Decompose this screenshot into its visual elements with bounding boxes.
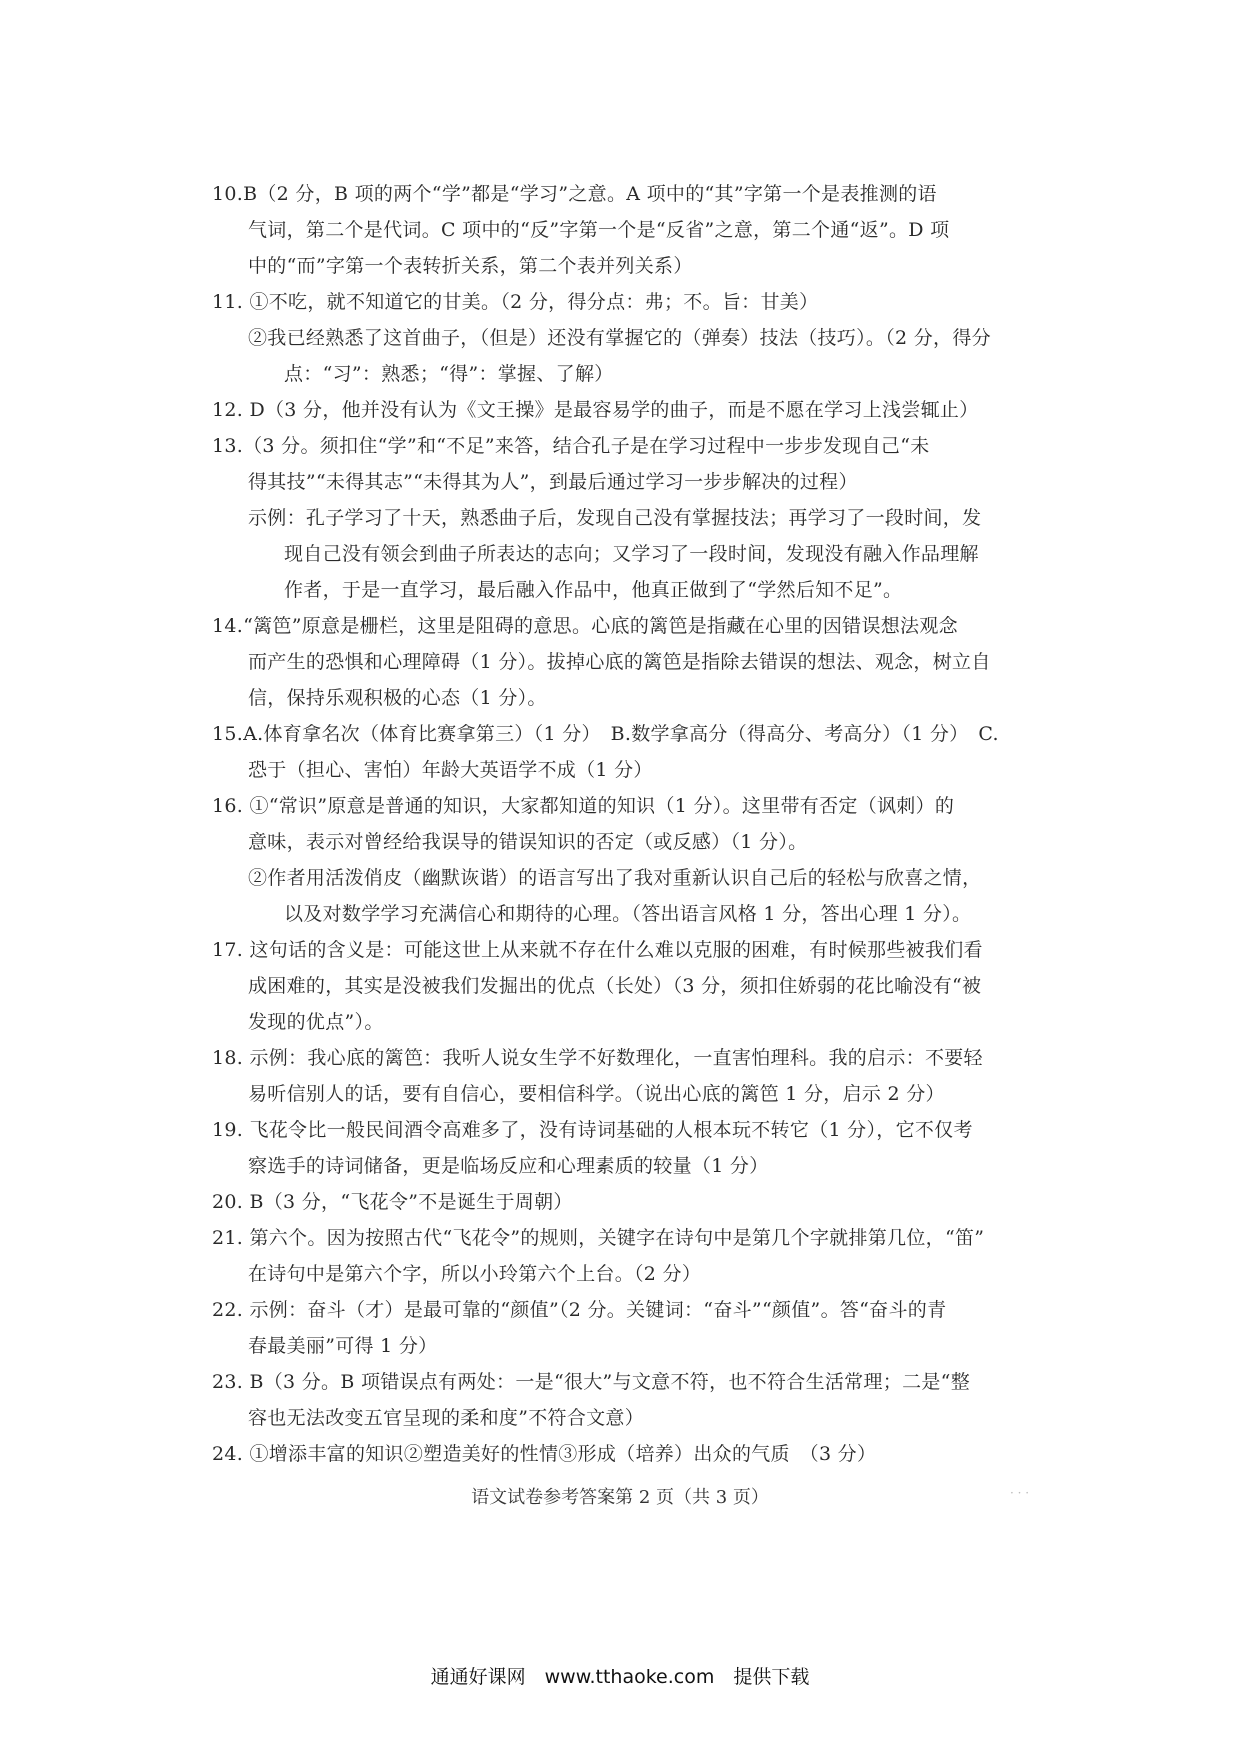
answer-line: 易听信别人的话，要有自信心，要相信科学。（说出心底的篱笆 1 分，启示 2 分） — [248, 1083, 945, 1105]
answer-line: 作者，于是一直学习，最后融入作品中，他真正做到了“学然后知不足”。 — [284, 579, 903, 601]
answer-item — [212, 284, 1030, 320]
answer-item — [212, 932, 1030, 1040]
answer-line: 20. B（3 分，“飞花令”不是诞生于周朝） — [212, 1191, 573, 1213]
answer-line: 12. D（3 分，他并没有认为《文王操》是最容易学的曲子，而是不愿在学习上浅尝辄止） — [212, 399, 979, 421]
answer-line: 以及对数学学习充满信心和期待的心理。（答出语言风格 1 分，答出心理 1 分）。 — [284, 903, 972, 925]
answer-line: 得其技”“未得其志”“未得其为人”，到最后通过学习一步步解决的过程） — [248, 471, 858, 493]
answer-line: 点：“习”：熟悉；“得”：掌握、了解） — [284, 363, 614, 385]
answer-line: 察选手的诗词储备，更是临场反应和心理素质的较量（1 分） — [248, 1155, 769, 1177]
answer-line: 14.“篱笆”原意是栅栏，这里是阻碍的意思。心底的篱笆是指藏在心里的因错误想法观念 — [212, 615, 958, 637]
answer-item — [212, 1292, 1030, 1364]
answer-line: 而产生的恐惧和心理障碍（1 分）。拔掉心底的篱笆是指除去错误的想法、观念，树立自 — [248, 651, 991, 673]
answer-line: ②作者用活泼俏皮（幽默诙谐）的语言写出了我对重新认识自己后的轻松与欣喜之情， — [248, 867, 982, 889]
answer-line: 24. ①增添丰富的知识②塑造美好的性情③形成（培养）出众的气质 （3 分） — [212, 1443, 877, 1465]
answer-line: 16. ①“常识”原意是普通的知识，大家都知道的知识（1 分）。这里带有否定（讽刺）的 — [212, 795, 955, 817]
answer-item — [212, 1436, 1030, 1472]
answer-line: 13.（3 分。须扣住“学”和“不足”来答，结合孔子是在学习过程中一步步发现自己“未 — [212, 435, 930, 457]
answer-line: 10.B（2 分，B 项的两个“学”都是“学习”之意。A 项中的“其”字第一个是表推测的语 — [212, 183, 937, 205]
answer-subitem — [212, 320, 1030, 392]
answer-line: 在诗句中是第六个字，所以小玲第六个上台。（2 分） — [248, 1263, 702, 1285]
answer-item — [212, 1184, 1030, 1220]
answer-line: 现自己没有领会到曲子所表达的志向；又学习了一段时间，发现没有融入作品理解 — [284, 543, 979, 565]
answer-line: 中的“而”字第一个表转折关系，第二个表并列关系） — [248, 255, 693, 277]
corner-mark: · · · — [1010, 1486, 1030, 1500]
download-source-note: 通通好课网 www.tthaoke.com 提供下载 — [430, 1666, 810, 1688]
answer-line: 气词，第二个是代词。C 项中的“反”字第一个是“反省”之意，第二个通“返”。D 项 — [248, 219, 950, 241]
answer-item — [212, 428, 1030, 500]
answer-line: 意味，表示对曾经给我误导的错误知识的否定（或反感）（1 分）。 — [248, 831, 808, 853]
answer-line: 19. 飞花令比一般民间酒令高难多了，没有诗词基础的人根本玩不转它（1 分），它不仅考 — [212, 1119, 973, 1141]
answer-line: 23. B（3 分。B 项错误点有两处：一是“很大”与文意不符，也不符合生活常理；二是“整 — [212, 1371, 970, 1393]
answer-list — [212, 176, 1030, 1472]
answer-line: ②我已经熟悉了这首曲子，（但是）还没有掌握它的（弹奏）技法（技巧）。（2 分，得分 — [248, 327, 991, 349]
answer-line: 22. 示例：奋斗（才）是最可靠的“颜值”（2 分。关键词：“奋斗”“颜值”。答“奋斗的青 — [212, 1299, 947, 1321]
answer-item — [212, 1220, 1030, 1292]
answer-subitem — [212, 500, 1030, 608]
answer-item — [212, 788, 1030, 860]
answer-line: 11. ①不吃，就不知道它的甘美。（2 分，得分点：弗；不。旨：甘美） — [212, 291, 819, 313]
answer-line: 容也无法改变五官呈现的柔和度”不符合文意） — [248, 1407, 645, 1429]
answer-line: 示例：孔子学习了十天，熟悉曲子后，发现自己没有掌握技法；再学习了一段时间，发 — [248, 507, 982, 529]
answer-line: 17. 这句话的含义是：可能这世上从来就不存在什么难以克服的困难，有时候那些被我们看 — [212, 939, 983, 961]
answer-line: 18. 示例：我心底的篱笆：我听人说女生学不好数理化，一直害怕理科。我的启示：不要轻 — [212, 1047, 983, 1069]
page-footer: 语文试卷参考答案第 2 页（共 3 页） — [471, 1487, 769, 1508]
answer-line: 春最美丽”可得 1 分） — [248, 1335, 438, 1357]
answer-item — [212, 1040, 1030, 1112]
answer-item — [212, 716, 1030, 788]
answer-line: 恐于（担心、害怕）年龄大英语学不成（1 分） — [248, 759, 653, 781]
answer-subitem — [212, 860, 1030, 932]
answer-line: 21. 第六个。因为按照古代“飞花令”的规则，关键字在诗句中是第几个字就排第几位，“笛” — [212, 1227, 985, 1249]
answer-line: 15.A.体育拿名次（体育比赛拿第三）（1 分） B.数学拿高分（得高分、考高分）（1 分） C. — [212, 723, 999, 745]
answer-item — [212, 176, 1030, 284]
answer-line: 信，保持乐观积极的心态（1 分）。 — [248, 687, 547, 709]
answer-item — [212, 392, 1030, 428]
answer-item — [212, 1112, 1030, 1184]
answer-line: 发现的优点”）。 — [248, 1011, 384, 1033]
answer-item — [212, 608, 1030, 716]
answer-item — [212, 1364, 1030, 1436]
answer-line: 成困难的，其实是没被我们发掘出的优点（长处）（3 分，须扣住娇弱的花比喻没有“被 — [248, 975, 982, 997]
